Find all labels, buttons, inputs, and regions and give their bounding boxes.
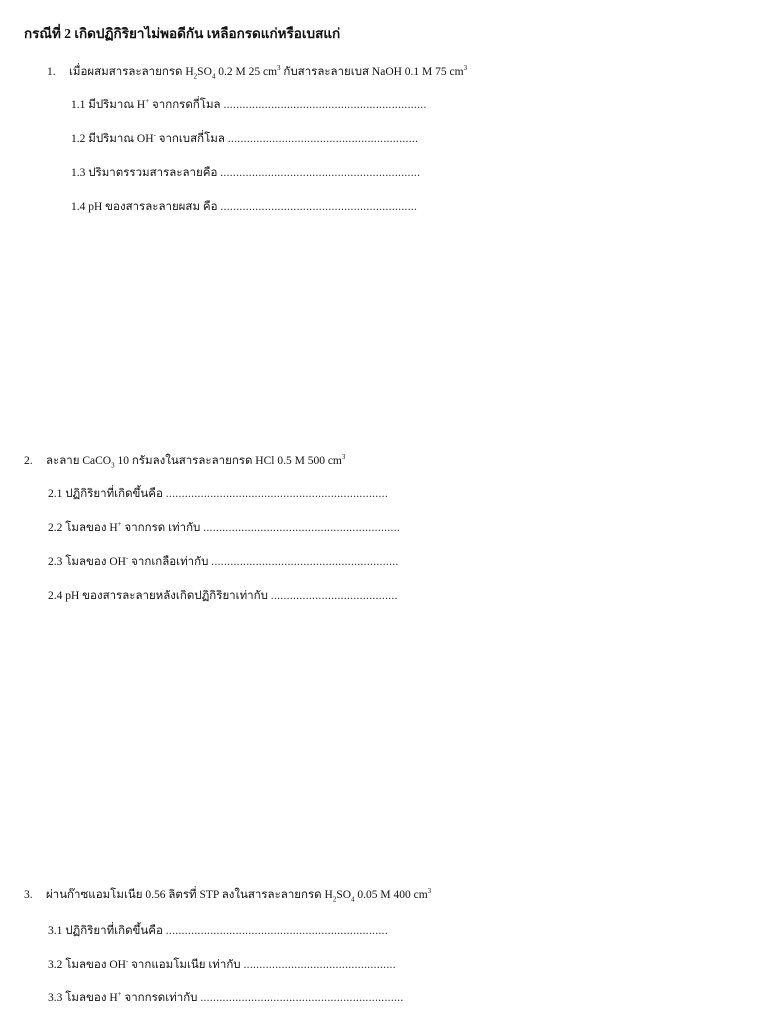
answer-blank: ........................................................... [211,556,399,568]
question-3 [24,886,431,904]
sub-question-3-1: 3.1 ปฏิกิริยาที่เกิดขึ้นคือ ...................................................................... [48,925,388,937]
sub-question-2-4: 2.4 pH ของสารละลายหลังเกิดปฏิกิริยาเท่ากับ ........................................ [48,590,398,602]
answer-blank: .............................................................. [220,201,418,213]
question-2 [24,452,345,470]
section-heading: กรณีที่ 2 เกิดปฏิกิริยาไม่พอดีกัน เหลือกรดแก่หรือเบสแก่ [24,26,341,41]
answer-blank: .............................................................. [203,522,401,534]
answer-blank: ...................................................................... [165,925,388,937]
sub-question-1-4: 1.4 pH ของสารละลายผสม คือ .............................................................. [71,201,418,213]
answer-blank: ................................................................ [223,99,427,111]
question-text: ละลาย CaCO$_3$ 10 กรัมลงในสารละลายกรด HCl 0.5 M 500 $cm^3$ [46,453,346,470]
answer-blank: ............................................................... [220,167,421,179]
answer-blank: ................................................ [243,959,396,971]
question-text: ผ่านก๊าซแอมโมเนีย 0.56 ลิตรที่ STP ลงในสารละลายกรด $H_2SO_4$ 0.05 M 400 $cm^3$ [46,887,432,904]
question-number: 1. [47,66,56,78]
question-number: 2. [24,455,33,467]
question-number: 3. [24,889,33,901]
answer-blank: ........................................ [270,590,398,602]
answer-blank: ............................................................ [227,133,419,145]
sub-question-1-3: 1.3 ปริมาตรรวมสารละลายคือ ............................................................... [71,167,421,179]
answer-blank: ................................................................ [200,992,404,1004]
question-text: เมื่อผสมสารละลายกรด $H_2SO_4$ 0.2 M 25 $cm^3$ กับสารละลายเบส NaOH 0.1 M 75 $cm^3$ [69,64,468,81]
sub-question-1-2: 1.2 มีปริมาณ OH- จากเบสกี่โมล ............................................................ [71,131,419,145]
sub-question-2-2: 2.2 โมลของ H+ จากกรด เท่ากับ .............................................................. [48,520,401,534]
sub-question-3-3: 3.3 โมลของ H+ จากกรดเท่ากับ ................................................................ [48,990,404,1004]
answer-blank: ...................................................................... [165,488,388,500]
sub-question-2-3: 2.3 โมลของ OH- จากเกลือเท่ากับ ........................................................... [48,554,399,568]
sub-question-2-1: 2.1 ปฏิกิริยาที่เกิดขึ้นคือ ...................................................................... [48,488,388,500]
sub-question-3-2: 3.2 โมลของ OH- จากแอมโมเนีย เท่ากับ ................................................ [48,957,396,971]
question-1 [47,63,467,81]
sub-question-1-1: 1.1 มีปริมาณ H+ จากกรดกี่โมล ................................................................ [71,97,427,111]
